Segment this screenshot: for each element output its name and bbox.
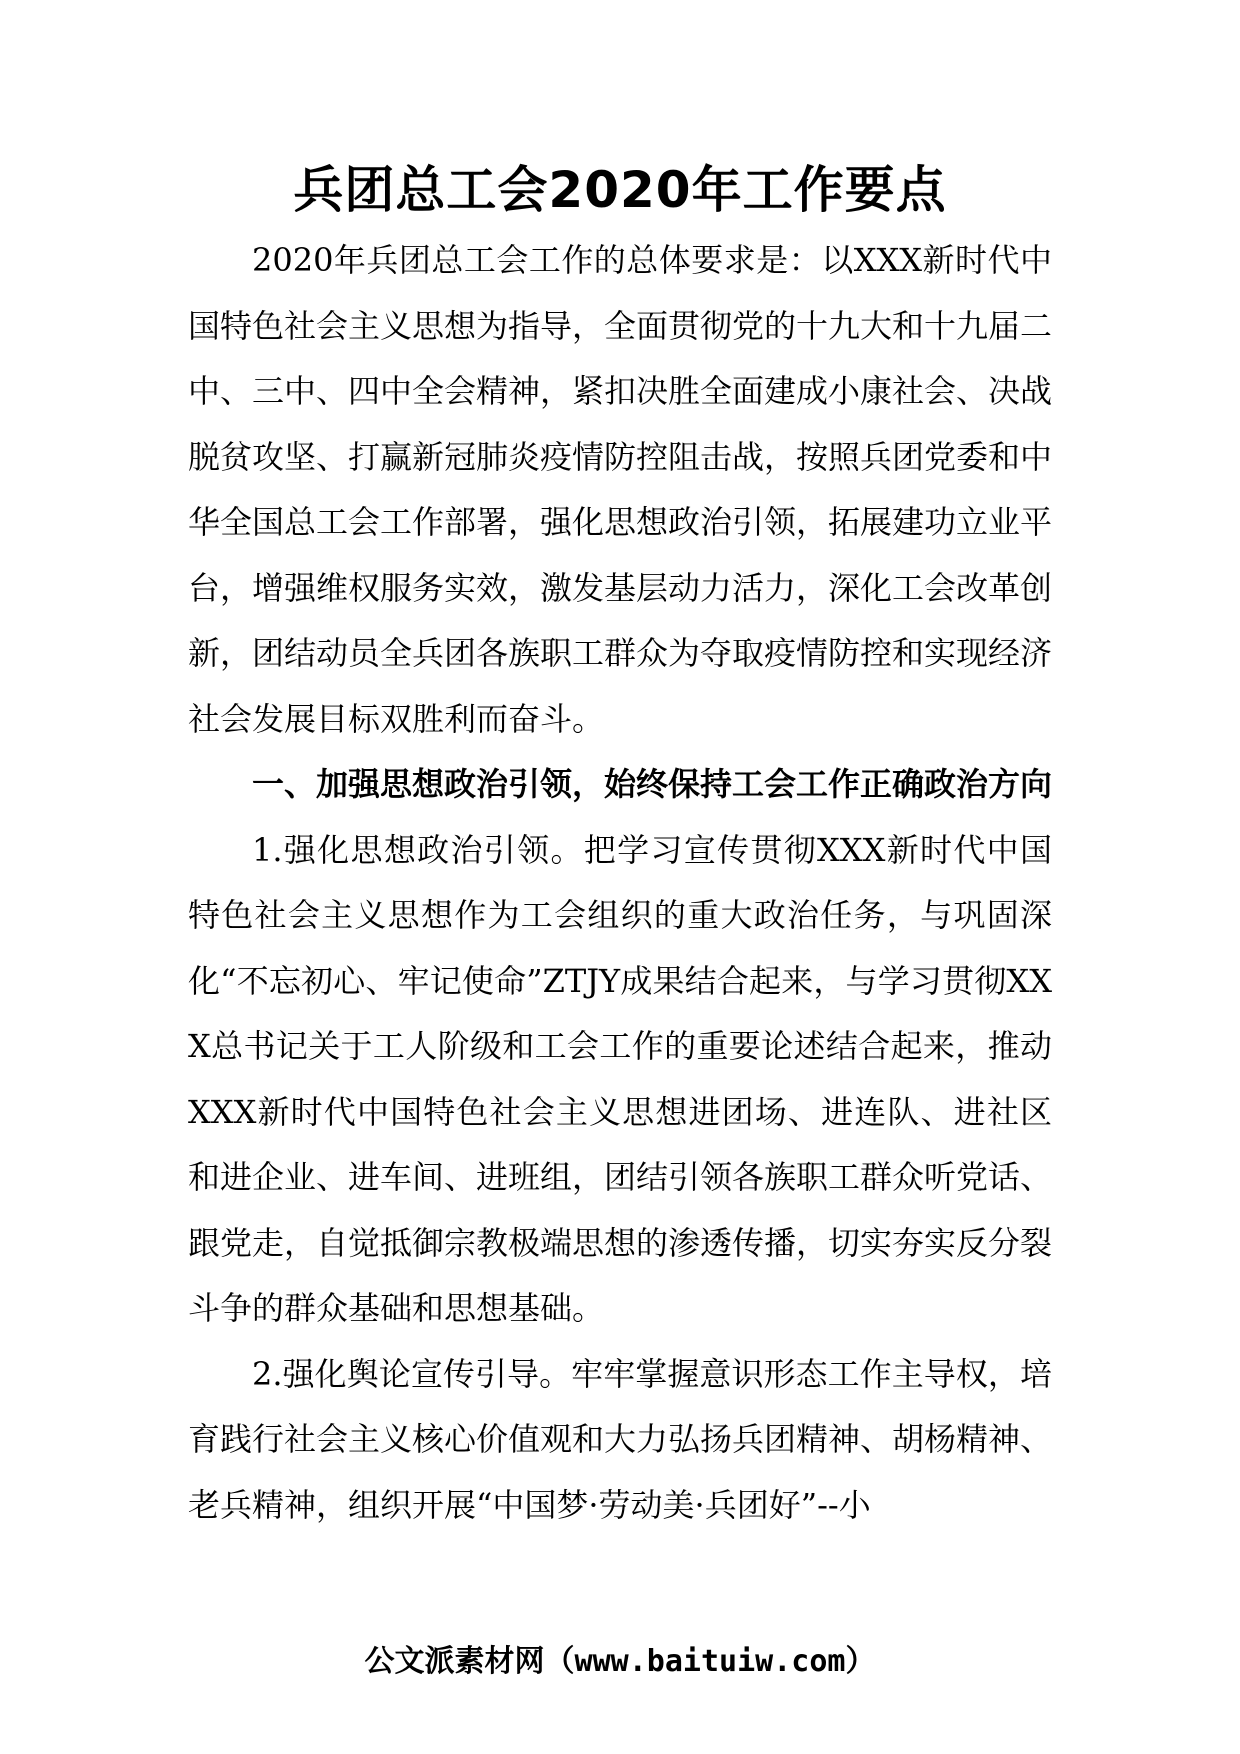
document-body	[188, 228, 1052, 1538]
intro-paragraph: 2020年兵团总工会工作的总体要求是：以XXX新时代中国特色社会主义思想为指导，全面贯彻党的十九大和十九届二中、三中、四中全会精神，紧扣决胜全面建成小康社会、决战脱贫攻坚、打赢新冠肺炎疫情防控阻击战，按照兵团党委和中华全国总工会工作部署，强化思想政治引领，拓展建功立业平台，增强维权服务实效，激发基层动力活力，深化工会改革创新，团结动员全兵团各族职工群众为夺取疫情防控和实现经济社会发展目标双胜利而奋斗。	[188, 241, 1053, 738]
section-heading: 一、加强思想政治引领，始终保持工会工作正确政治方向	[252, 765, 1053, 803]
document-title: 兵团总工会2020年工作要点	[293, 161, 947, 219]
footer-watermark: 公文派素材网（www.baituiw.com）	[364, 1644, 876, 1679]
item-paragraph-2: 2.强化舆论宣传引导。牢牢掌握意识形态工作主导权，培育践行社会主义核心价值观和大力弘扬兵团精神、胡杨精神、老兵精神，组织开展“中国梦·劳动美·兵团好”--小	[188, 1354, 1053, 1524]
item-paragraph-1: 1.强化思想政治引领。把学习宣传贯彻XXX新时代中国特色社会主义思想作为工会组织的重大政治任务，与巩固深化“不忘初心、牢记使命”ZTJY成果结合起来，与学习贯彻XXX总书记关于工人阶级和工会工作的重要论述结合起来，推动XXX新时代中国特色社会主义思想进团场、进连队、进社区和进企业、进车间、进班组，团结引领各族职工群众听党话、跟党走，自觉抵御宗教极端思想的渗透传播，切实夯实反分裂斗争的群众基础和思想基础。	[188, 830, 1053, 1327]
